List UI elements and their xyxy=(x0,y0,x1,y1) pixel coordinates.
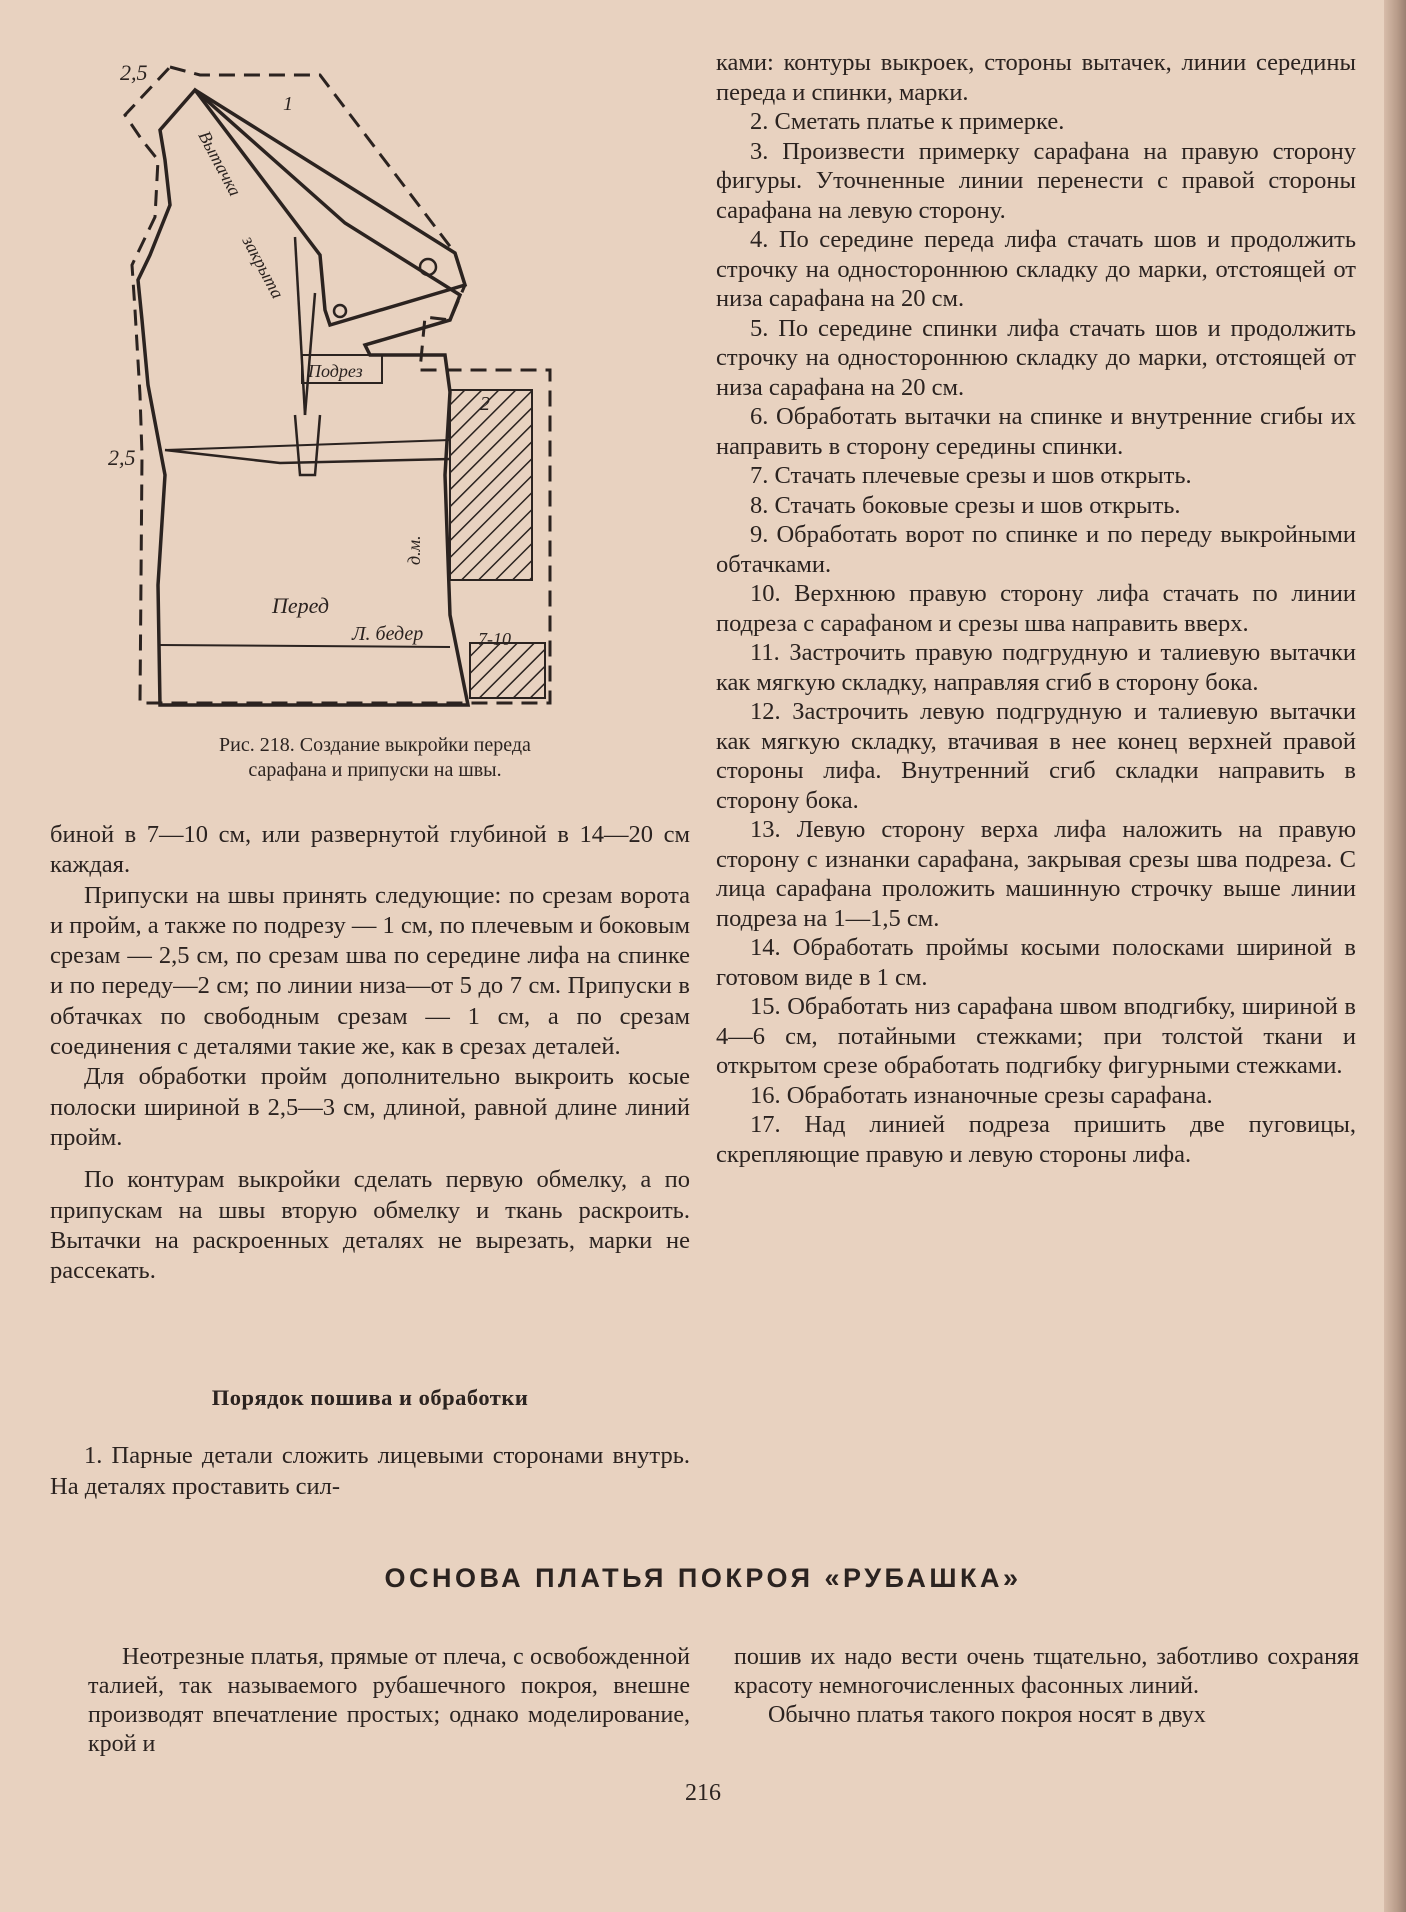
label-side-allowance: 2,5 xyxy=(108,445,136,470)
label-dart-1: Вытачка xyxy=(194,127,246,200)
pattern-figure xyxy=(108,55,580,725)
label-one: 1 xyxy=(283,93,293,115)
label-fold-depth: 7-10 xyxy=(478,629,511,649)
right-paragraph-continued: ками: контуры выкроек, стороны вытачек, линии середины переда и спинки, марки. xyxy=(716,49,1356,106)
label-two: 2 xyxy=(480,393,490,415)
label-top-allowance: 2,5 xyxy=(120,60,148,85)
page-number: 216 xyxy=(685,1780,721,1806)
figure-caption xyxy=(140,733,610,783)
page-edge xyxy=(1384,0,1406,1912)
label-dart-2: закрыта xyxy=(238,232,288,302)
step-1: 1. Парные детали сложить лицевыми сторонами внутрь. На деталях проставить сил- xyxy=(50,1442,690,1500)
step-3: 3. Произвести примерку сарафана на правую сторону фигуры. Уточненные линии перенести с правой стороны сарафана на левую сторону. xyxy=(716,137,1356,224)
step-12: 12. Застрочить левую подгрудную и талиевую вытачки как мягкую складку, втачивая в нее конец верхней правой стороны лифа. Внутренний сгиб складки направить в сторону бока. xyxy=(716,698,1356,814)
subheading-sewing-order: Порядок пошива и обработки xyxy=(211,1385,529,1410)
left-paragraph-4: По контурам выкройки сделать первую обмелку, а по припускам на швы вторую обмелку и ткань раскроить. Вытачки на раскроенных деталях не вырезать, марки не рассекать. xyxy=(50,1166,690,1285)
section-title: ОСНОВА ПЛАТЬЯ ПОКРОЯ «РУБАШКА» xyxy=(384,1563,1022,1593)
hatched-allowance-top xyxy=(450,390,532,580)
caption-line-1: Рис. 218. Создание выкройки переда xyxy=(219,734,531,756)
step-2: 2. Сметать платье к примерке. xyxy=(750,108,1065,135)
hatched-allowance-bottom xyxy=(470,643,545,698)
left-column-steps xyxy=(50,1441,690,1502)
bottom-left-column xyxy=(88,1643,690,1759)
mark-circle-1 xyxy=(420,259,436,275)
left-paragraph-1: биной в 7—10 см, или развернутой глубиной в 14—20 см каждая. xyxy=(50,821,690,879)
left-paragraph-2: Припуски на швы принять следующие: по срезам ворота и пройм, а также по подрезу — 1 см, по плечевым и боковым срезам — 2,5 см, по срезам шва по середине лифа на спинке и по переду—2 см; по линии низа—от 5 до 7 см. Припуски в обтачках по свободным срезам — 1 см, а по срезам соединения с деталями такие же, как в срезах деталей. xyxy=(50,881,690,1061)
left-paragraph-3: Для обработки пройм дополнительно выкроить косые полоски шириной в 2,5—3 см, длиной, равной длине линий пройм. xyxy=(50,1063,690,1151)
bottom-right-paragraph-2: Обычно платья такого покроя носят в двух xyxy=(768,1702,1206,1728)
label-podrez: Подрез xyxy=(308,361,363,381)
bottom-right-column xyxy=(734,1643,1359,1730)
label-pered: Перед xyxy=(272,593,329,618)
step-5: 5. По середине спинки лифа стачать шов и продолжить строчку на одностороннюю складку до марки, отстоящей от низа сарафана на 20 см. xyxy=(716,314,1356,401)
bottom-right-paragraph-1: пошив их надо вести очень тщательно, заботливо сохраняя красоту немногочисленных фасонных линий. xyxy=(734,1644,1359,1699)
step-4: 4. По середине переда лифа стачать шов и продолжить строчку на одностороннюю складку до марки, отстоящей от низа сарафана на 20 см. xyxy=(716,226,1356,312)
right-column xyxy=(716,48,1356,1169)
step-17: 17. Над линией подреза пришить две пуговицы, скрепляющие правую и левую стороны лифа. xyxy=(716,1111,1356,1168)
step-16: 16. Обработать изнаночные срезы сарафана. xyxy=(750,1081,1213,1109)
allowance-outline xyxy=(125,67,550,703)
step-14: 14. Обработать проймы косыми полосками шириной в готовом виде в 1 см. xyxy=(716,934,1356,991)
caption-line-2: сарафана и припуски на швы. xyxy=(248,759,502,781)
step-11: 11. Застрочить правую подгрудную и талиевую вытачки как мягкую складку, направляя сгиб в сторону бока. xyxy=(716,639,1356,696)
step-8: 8. Стачать боковые срезы и шов открыть. xyxy=(750,491,1181,519)
step-10: 10. Верхнюю правую сторону лифа стачать по линии подреза с сарафаном и срезы шва направить вверх. xyxy=(716,580,1356,637)
label-dm: д.м. xyxy=(404,535,424,565)
step-7: 7. Стачать плечевые срезы и шов открыть. xyxy=(750,462,1192,489)
step-6: 6. Обработать вытачки на спинке и внутренние сгибы их направить в сторону середины спинки. xyxy=(716,403,1356,460)
step-15: 15. Обработать низ сарафана швом вподгибку, шириной в 4—6 см, потайными стежками; при толстой ткани и открытом срезе обработать подгибку фигурными стежками. xyxy=(716,993,1356,1079)
label-bedra: Л. бедер xyxy=(352,623,424,645)
step-9: 9. Обработать ворот по спинке и по переду выкройными обтачками. xyxy=(716,521,1356,578)
step-13: 13. Левую сторону верха лифа наложить на правую сторону с изнанки сарафана, закрывая срезы шва подреза. С лица сарафана проложить машинную строчку выше линии подреза на 1—1,5 см. xyxy=(716,816,1356,932)
mark-circle-2 xyxy=(334,305,346,317)
bottom-left-paragraph: Неотрезные платья, прямые от плеча, с освобожденной талией, так называемого рубашечного покроя, внешне производят впечатление простых; однако моделирование, крой и xyxy=(88,1644,690,1757)
left-column xyxy=(50,820,690,1286)
